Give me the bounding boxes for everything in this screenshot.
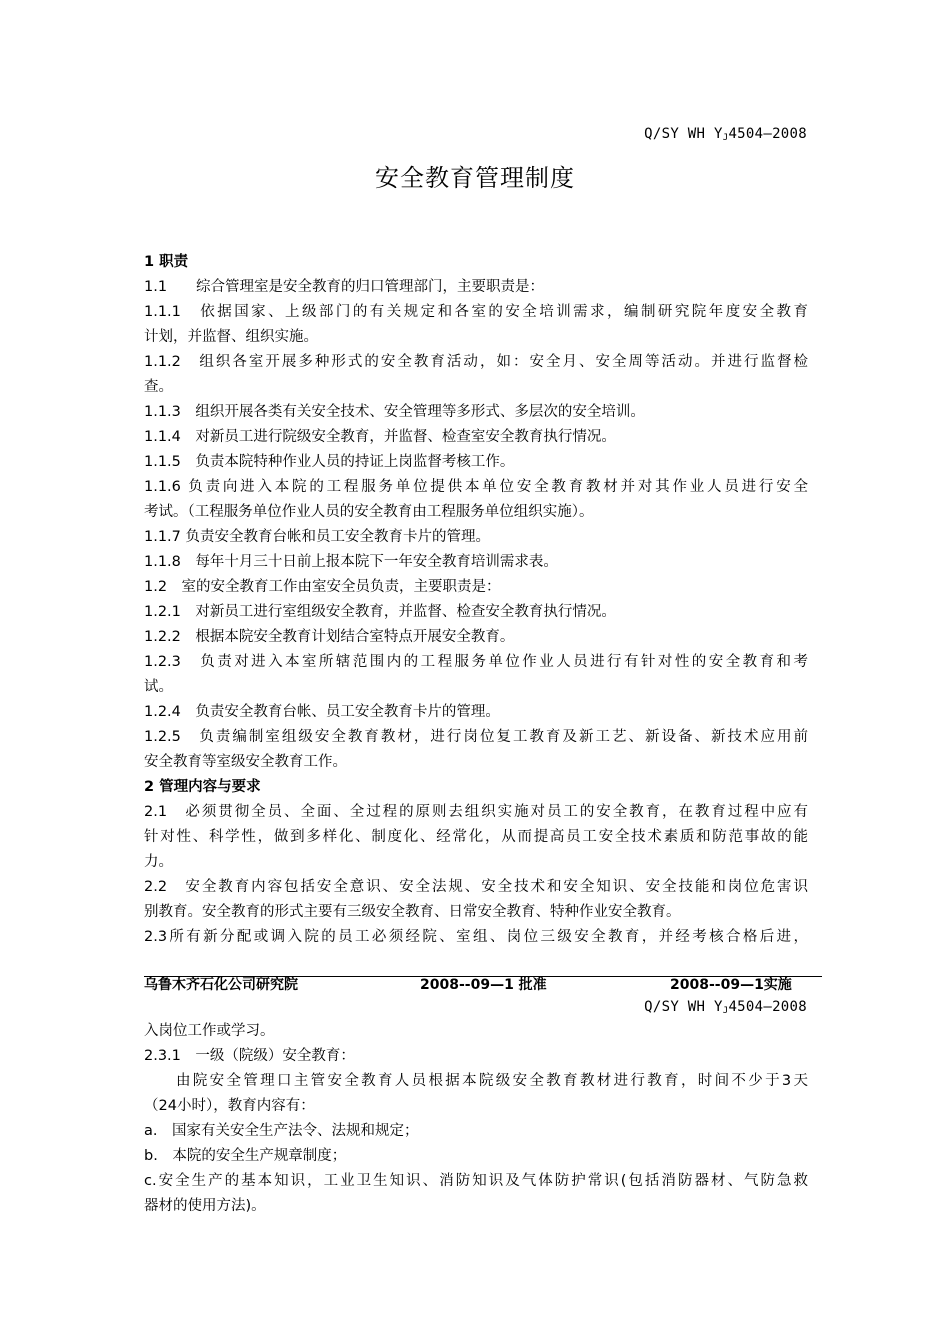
text-line: 试。: [144, 679, 173, 695]
text-line: a. 国家有关安全生产法令、法规和规定；: [144, 1123, 419, 1139]
text-line: 1.2.1 对新员工进行室组级安全教育，并监督、检查安全教育执行情况。: [144, 604, 616, 620]
page2-body: [144, 1019, 808, 1219]
document-title: 安全教育管理制度: [375, 164, 575, 192]
text-line: 1.1.4 对新员工进行院级安全教育，并监督、检查室安全教育执行情况。: [144, 429, 616, 445]
footer-organization: 乌鲁木齐石化公司研究院: [144, 977, 298, 993]
text-line: 入岗位工作或学习。: [144, 1023, 275, 1039]
text-line: 1.2 室的安全教育工作由室安全员负责，主要职责是：: [144, 579, 501, 595]
text-line: 2.3所有新分配或调入院的员工必须经院、室组、岗位三级安全教育，并经考核合格后进，: [144, 929, 808, 945]
text-line: 别教育。安全教育的形式主要有三级安全教育、日常安全教育、特种作业安全教育。: [144, 904, 681, 920]
text-line: 1.1.8 每年十月三十日前上报本院下一年安全教育培训需求表。: [144, 554, 558, 570]
text-line: 1.1.2 组织各室开展多种形式的安全教育活动，如：安全月、安全周等活动。并进行监督检: [144, 354, 808, 370]
text-line: 1.1 综合管理室是安全教育的归口管理部门，主要职责是：: [144, 279, 545, 295]
text-line: 2.1 必须贯彻全员、全面、全过程的原则去组织实施对员工的安全教育，在教育过程中应有: [144, 804, 808, 820]
section-heading: 2 管理内容与要求: [144, 779, 261, 795]
text-line: 安全教育等室级安全教育工作。: [144, 754, 347, 770]
text-line: 1.1.3 组织开展各类有关安全技术、安全管理等多形式、多层次的安全培训。: [144, 404, 645, 420]
text-line: 1.2.5 负责编制室组级安全教育教材，进行岗位复工教育及新工艺、新设备、新技术应用前: [144, 729, 808, 745]
text-line: 查。: [144, 379, 173, 395]
text-line: （24小时），教育内容有：: [144, 1098, 315, 1114]
text-line: 1.1.1 依据国家、上级部门的有关规定和各室的安全培训需求，编制研究院年度安全教育: [144, 304, 808, 320]
text-line: 器材的使用方法)。: [144, 1198, 266, 1214]
text-line: 1.1.6 负责向进入本院的工程服务单位提供本单位安全教育教材并对其作业人员进行安全: [144, 479, 808, 495]
text-line: 1.2.2 根据本院安全教育计划结合室特点开展安全教育。: [144, 629, 515, 645]
text-line: 1.1.5 负责本院特种作业人员的持证上岗监督考核工作。: [144, 454, 515, 470]
text-line: 2.2 安全教育内容包括安全意识、安全法规、安全技术和安全知识、安全技能和岗位危害识: [144, 879, 808, 895]
footer-implementation-date: 2008--09—1实施: [670, 977, 792, 993]
text-line: c.安全生产的基本知识，工业卫生知识、消防知识及气体防护常识(包括消防器材、气防急救: [144, 1173, 808, 1189]
page1-body: [144, 250, 808, 950]
text-line: 计划，并监督、组织实施。: [144, 329, 318, 345]
text-line: 2.3.1 一级（院级）安全教育：: [144, 1048, 355, 1064]
text-line: 1.2.3 负责对进入本室所辖范围内的工程服务单位作业人员进行有针对性的安全教育和考: [144, 654, 808, 670]
text-line: 由院安全管理口主管安全教育人员根据本院级安全教育教材进行教育，时间不少于3天: [176, 1073, 808, 1089]
text-line: 考试。（工程服务单位作业人员的安全教育由工程服务单位组织实施）。: [144, 504, 594, 520]
document-code-page2: Q/SY WH $Y_J4504—2008$: [644, 999, 807, 1016]
footer-approval-date: 2008--09—1 批准: [420, 977, 547, 993]
text-line: 针对性、科学性，做到多样化、制度化、经常化，从而提高员工安全技术素质和防范事故的能: [144, 829, 808, 845]
text-line: b. 本院的安全生产规章制度；: [144, 1148, 347, 1164]
text-line: 1.2.4 负责安全教育台帐、员工安全教育卡片的管理。: [144, 704, 500, 720]
text-line: 力。: [144, 854, 173, 870]
section-heading: 1 职责: [144, 254, 189, 270]
text-line: 1.1.7 负责安全教育台帐和员工安全教育卡片的管理。: [144, 529, 491, 545]
document-code: Q/SY WH $Y_J4504—2008$: [644, 126, 807, 143]
